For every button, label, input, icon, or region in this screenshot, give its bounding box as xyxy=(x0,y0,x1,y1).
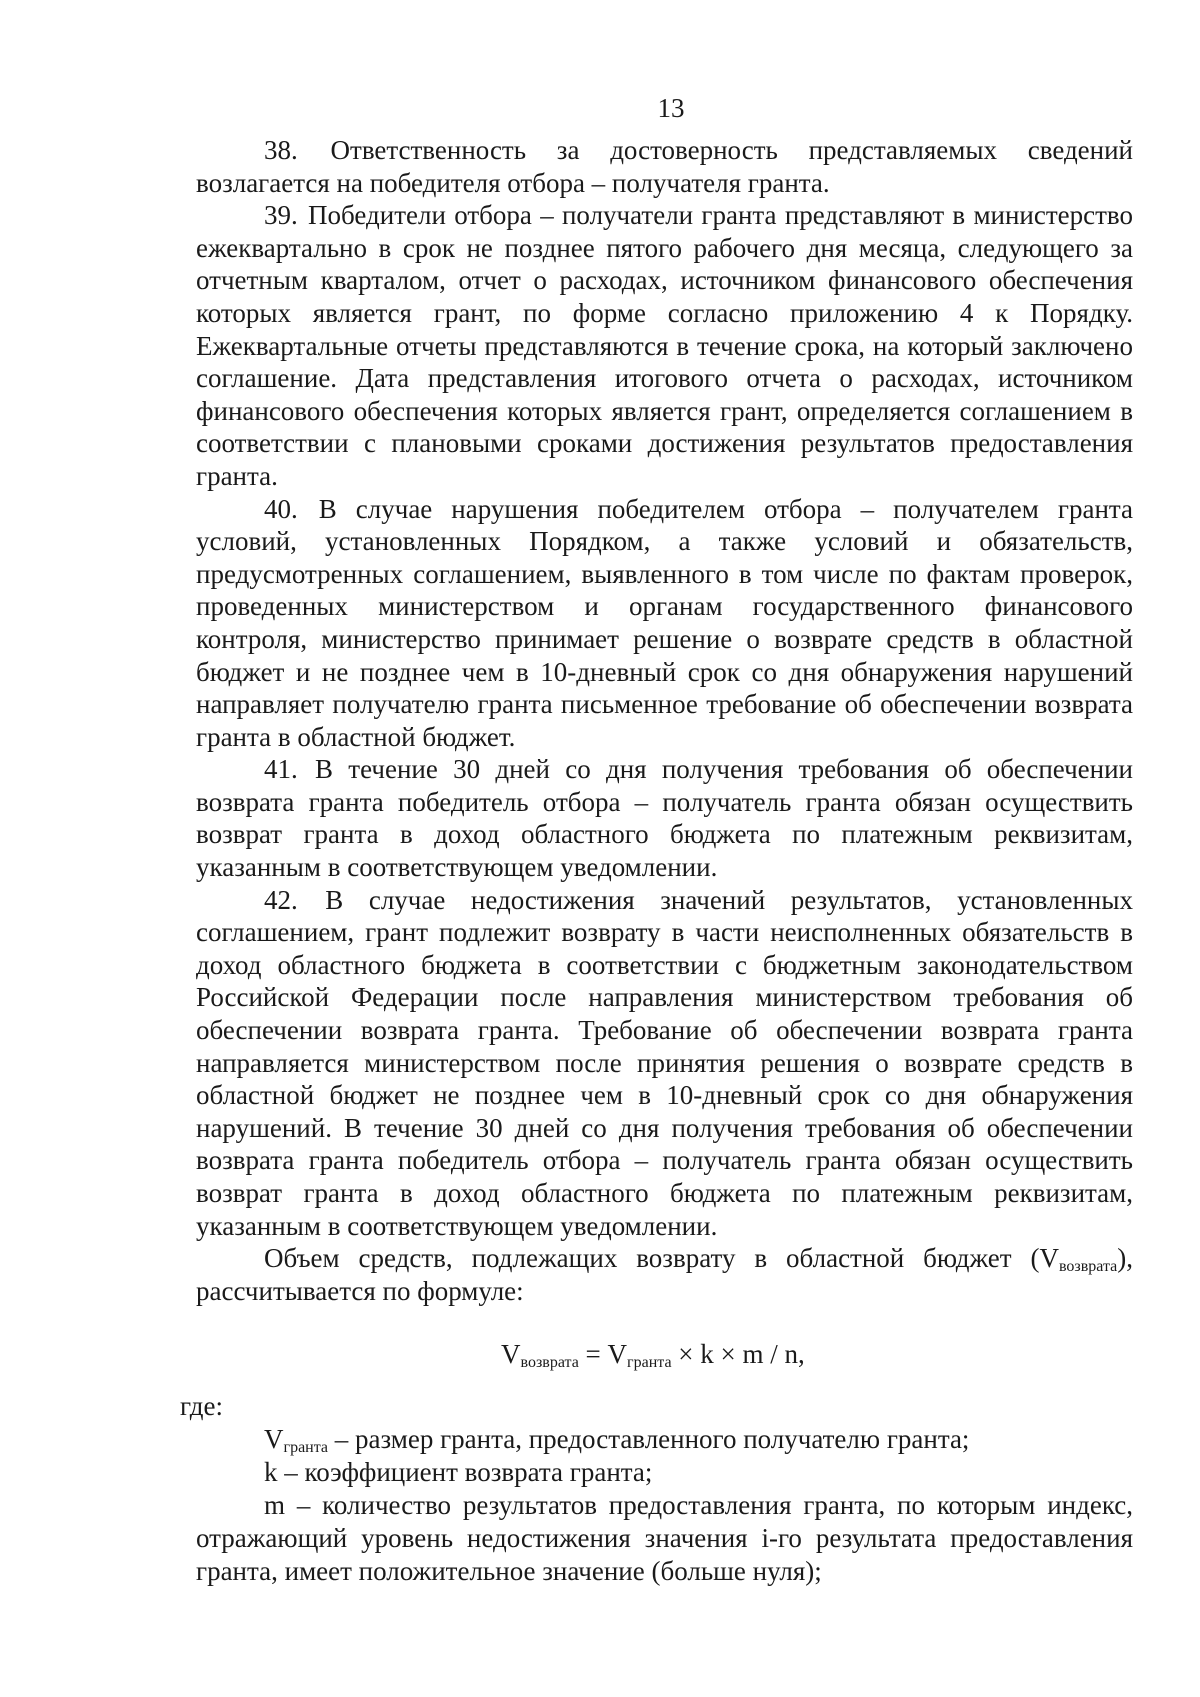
paragraph-number: 41. xyxy=(264,754,298,785)
definition-subscript: гранта xyxy=(283,1439,329,1457)
formula-rhs-symbol: V xyxy=(607,1339,628,1370)
formula-lhs-symbol: V xyxy=(501,1339,521,1370)
paragraph-number: 39. xyxy=(264,200,298,231)
return-formula xyxy=(196,1337,1133,1371)
where-label: где: xyxy=(180,1391,223,1422)
paragraph-text: Ответственность за достоверность представляемых сведений возлагается на победителя отбора – получателя гранта. xyxy=(196,135,1134,198)
page-number: 13 xyxy=(657,93,685,123)
paragraph-text: Победители отбора – получатели гранта представляют в министерство ежеквартально в срок не позднее пятого рабочего дня месяца, следующего за отчетным кварталом, отчет о расходах, источником финансового обеспечения которых является грант, по форме согласно приложению 4 к Порядку. Ежеквартальные отчеты представляются в течение срока, на который заключено соглашение. Дата представления итогового отчета о расходах, источником финансового обеспечения которых является грант, определяется соглашением в соответствии с плановыми сроками достижения результатов предоставления гранта. xyxy=(196,200,1133,491)
volume-intro-text-after: ), рассчитывается по формуле: xyxy=(196,1243,1133,1306)
paragraph-42 xyxy=(196,884,1133,1243)
paragraph-40 xyxy=(196,493,1133,754)
document-body xyxy=(180,134,1134,1588)
definition-text: – размер гранта, предоставленного получателю гранта; xyxy=(328,1424,970,1455)
formula-rhs-subscript: гранта xyxy=(627,1354,672,1372)
volume-intro-subscript: возврата xyxy=(1058,1258,1118,1276)
definition-m: m – количество результатов предоставления гранта, по которым индекс, отражающий уровень недостижения значения i-го результата предоставления гранта, имеет положительное значение (больше нуля); xyxy=(196,1490,1133,1587)
paragraph-38 xyxy=(196,134,1133,199)
paragraph-39 xyxy=(196,199,1133,492)
definition-symbol: V xyxy=(264,1424,284,1455)
definition-k: k – коэффициент возврата гранта; xyxy=(264,1457,653,1488)
paragraph-number: 42. xyxy=(264,884,298,915)
definition-v-granta xyxy=(196,1423,1133,1456)
formula-rhs-rest: × k × m / n, xyxy=(671,1339,805,1370)
paragraph-text: В случае недостижения значений результатов, установленных соглашением, грант подлежит возврату в части неисполненных обязательств в доход областного бюджета в соответствии с бюджетным законодательством Российской Федерации после направления министерством требования об обеспечении возврата гранта. Требование об обеспечении возврата гранта направляется министерством после принятия решения о возврате средств в областной бюджет не позднее чем в 10-дневный срок со дня обнаружения нарушений. В течение 30 дней со дня получения требования об обеспечении возврата гранта победитель отбора – получатель гранта обязан осуществить возврат гранта в доход областного бюджета по платежным реквизитам, указанным в соответствующем уведомлении. xyxy=(196,884,1134,1241)
paragraph-41 xyxy=(196,753,1133,883)
volume-intro-text-before: Объем средств, подлежащих возврату в областной бюджет (V xyxy=(264,1243,1059,1274)
paragraph-number: 40. xyxy=(264,493,298,524)
paragraph-text: В течение 30 дней со дня получения требования об обеспечении возврата гранта победитель отбора – получатель гранта обязан осуществить возврат гранта в доход областного бюджета по платежным реквизитам, указанным в соответствующем уведомлении. xyxy=(196,754,1134,883)
formula-lhs-subscript: возврата xyxy=(520,1354,579,1372)
volume-intro xyxy=(196,1242,1133,1307)
paragraph-text: В случае нарушения победителем отбора – получателем гранта условий, установленных Порядком, а также условий и обязательств, предусмотренных соглашением, выявленного в том числе по фактам проверок, проведенных министерством и органам государственного финансового контроля, министерство принимает решение о возврате средств в областной бюджет и не позднее чем в 10-дневный срок со дня обнаружения нарушений направляет получателю гранта письменное требование об обеспечении возврата гранта в областной бюджет. xyxy=(196,493,1134,752)
formula-equals: = xyxy=(578,1339,608,1370)
paragraph-number: 38. xyxy=(264,135,298,165)
